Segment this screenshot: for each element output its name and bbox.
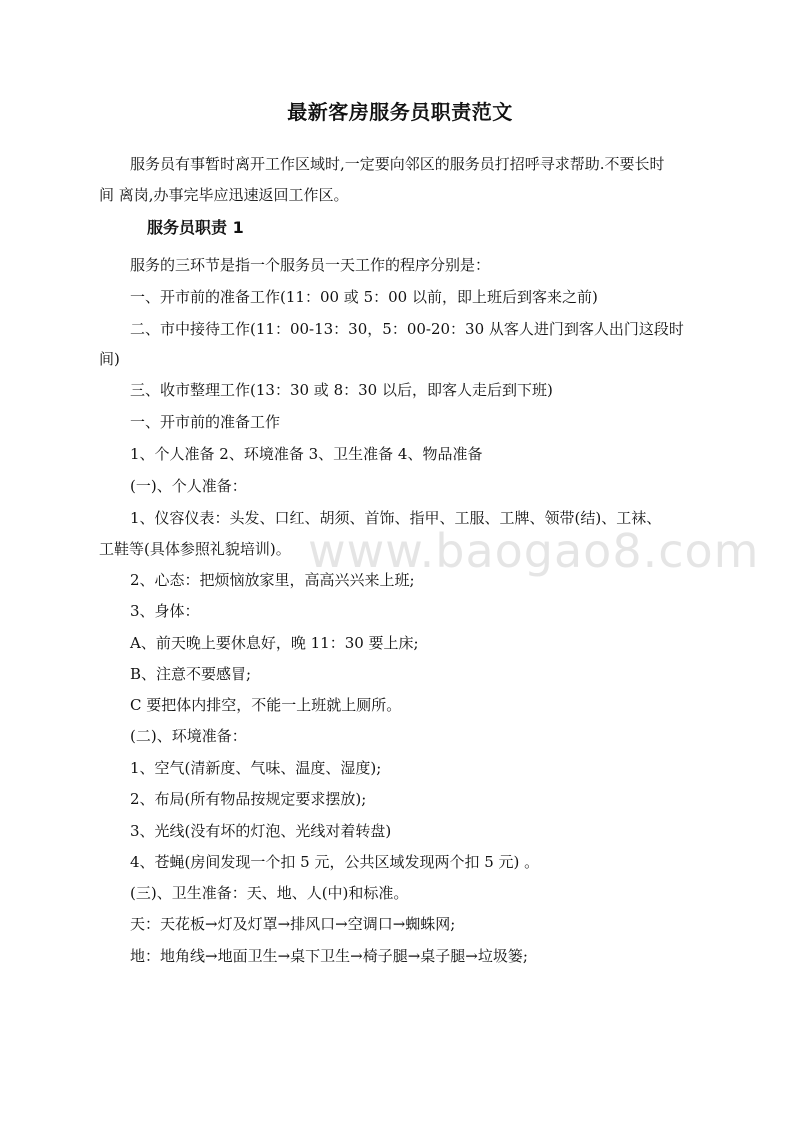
body-line: 3、光线(没有坏的灯泡、光线对着转盘) <box>130 822 392 840</box>
intro-line-1: 服务员有事暂时离开工作区域时,一定要向邻区的服务员打招呼寻求帮助.不要长时 <box>130 155 665 173</box>
section-heading: 服务员职责 1 <box>147 218 244 237</box>
body-line: 1、仪容仪表：头发、口红、胡须、首饰、指甲、工服、工牌、领带(结)、工袜、 <box>130 509 662 527</box>
body-line: 2、心态：把烦恼放家里，高高兴兴来上班; <box>130 571 415 589</box>
body-line: C 要把体内排空，不能一上班就上厕所。 <box>130 696 402 714</box>
body-line: 地：地角线→地面卫生→桌下卫生→椅子腿→桌子腿→垃圾篓; <box>130 947 528 965</box>
document-title: 最新客房服务员职责范文 <box>287 100 513 124</box>
body-line: 二、市中接待工作(11：00-13：30，5：00-20：30 从客人进门到客人出门这段时 <box>130 320 684 338</box>
body-line: (二)、环境准备： <box>130 727 247 745</box>
body-line: 1、个人准备 2、环境准备 3、卫生准备 4、物品准备 <box>130 445 483 463</box>
body-line: 一、开市前的准备工作(11：00 或 5：00 以前，即上班后到客来之前) <box>130 288 598 306</box>
body-line: 天：天花板→灯及灯罩→排风口→空调口→蜘蛛网; <box>130 915 456 933</box>
watermark: www.baogao8.com <box>308 524 760 578</box>
body-line: (三)、卫生准备：天、地、人(中)和标准。 <box>130 884 409 902</box>
body-line: 工鞋等(具体参照礼貌培训)。 <box>99 540 291 558</box>
intro-line-2: 间 离岗,办事完毕应迅速返回工作区。 <box>99 186 349 204</box>
body-line: 一、开市前的准备工作 <box>130 413 281 431</box>
body-line: B、注意不要感冒; <box>130 665 252 683</box>
body-line: 1、空气(清新度、气味、温度、湿度); <box>130 759 382 777</box>
body-line: 3、身体： <box>130 602 200 620</box>
body-line: 三、收市整理工作(13：30 或 8：30 以后，即客人走后到下班) <box>130 381 553 399</box>
body-line: 服务的三环节是指一个服务员一天工作的程序分别是： <box>130 256 491 274</box>
body-line: 2、布局(所有物品按规定要求摆放); <box>130 790 367 808</box>
body-line: 4、苍蝇(房间发现一个扣 5 元，公共区域发现两个扣 5 元) 。 <box>130 853 540 871</box>
body-line: A、前天晚上要休息好，晚 11：30 要上床; <box>130 634 419 652</box>
body-line: (一)、个人准备： <box>130 477 247 495</box>
body-line: 间) <box>99 350 120 368</box>
